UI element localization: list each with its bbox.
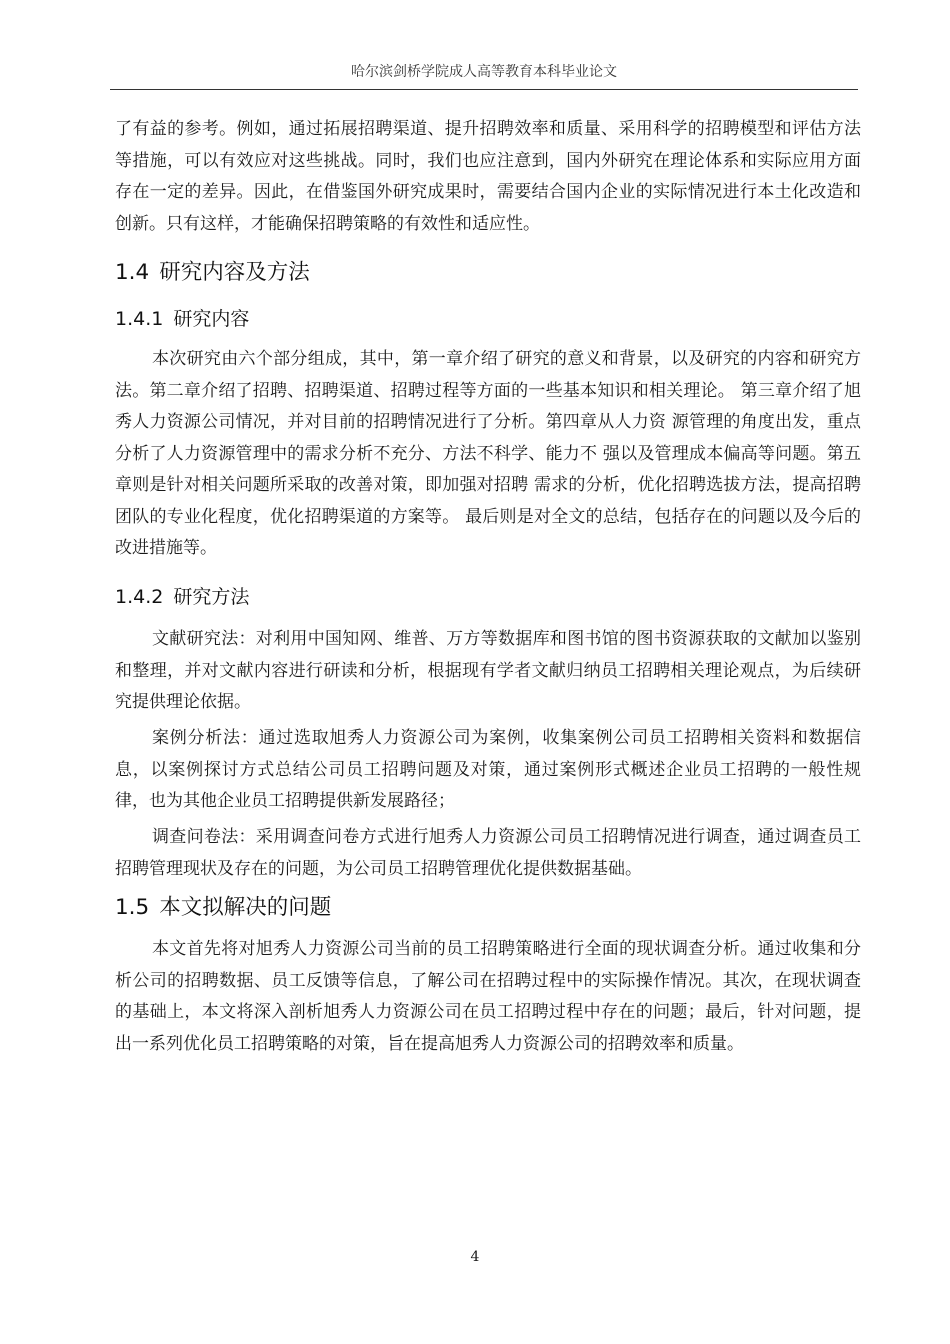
subsection-title: 研究方法 xyxy=(173,586,250,608)
section-title: 研究内容及方法 xyxy=(159,260,310,285)
section-number: 1.5 xyxy=(115,895,150,920)
section-heading-1-5 xyxy=(115,893,331,923)
survey-method-paragraph: 调查问卷法：采用调查问卷方式进行旭秀人力资源公司员工招聘情况进行调查，通过调查员工招聘管理现状及存在的问题，为公司员工招聘管理优化提供数据基础。 xyxy=(115,827,861,879)
subsection-number: 1.4.2 xyxy=(115,586,164,608)
research-content-paragraph: 本次研究由六个部分组成，其中，第一章介绍了研究的意义和背景，以及研究的内容和研究方法。第二章介绍了招聘、招聘渠道、招聘过程等方面的一些基本知识和相关理论。 第三章介绍了旭秀人力资源公司情况，并对目前的招聘情况进行了分析。第四章从人力资 源管理的角度出发，重点分析了人力资源管理中的需求分析不充分、方法不科学、能力不 强以及管理成本偏高等问题。第五章则是针对相关问题所采取的改善对策，即加强对招聘 需求的分析，优化招聘选拔方法，提高招聘团队的专业化程度，优化招聘渠道的方案等。 最后则是对全文的总结，包括存在的问题以及今后的改进措施等。 xyxy=(115,349,861,558)
intro-paragraph: 了有益的参考。例如，通过拓展招聘渠道、提升招聘效率和质量、采用科学的招聘模型和评估方法等措施，可以有效应对这些挑战。同时，我们也应注意到，国内外研究在理论体系和实际应用方面存在一定的差异。因此，在借鉴国外研究成果时，需要结合国内企业的实际情况进行本土化改造和创新。只有这样，才能确保招聘策略的有效性和适应性。 xyxy=(115,119,861,234)
subsection-heading-1-4-1 xyxy=(115,305,249,333)
page-number: 4 xyxy=(470,1249,480,1265)
section-number: 1.4 xyxy=(115,260,150,285)
problems-paragraph: 本文首先将对旭秀人力资源公司当前的员工招聘策略进行全面的现状调查分析。通过收集和分析公司的招聘数据、员工反馈等信息，了解公司在招聘过程中的实际操作情况。其次，在现状调查的基础上，本文将深入剖析旭秀人力资源公司在员工招聘过程中存在的问题；最后，针对问题，提出一系列优化员工招聘策略的对策，旨在提高旭秀人力资源公司的招聘效率和质量。 xyxy=(115,939,861,1054)
subsection-heading-1-4-2 xyxy=(115,583,249,611)
running-header: 哈尔滨剑桥学院成人高等教育本科毕业论文 xyxy=(351,64,617,80)
section-title: 本文拟解决的问题 xyxy=(159,895,332,920)
section-heading-1-4 xyxy=(115,258,310,288)
literature-method-paragraph: 文献研究法：对利用中国知网、维普、万方等数据库和图书馆的图书资源获取的文献加以鉴别和整理，并对文献内容进行研读和分析，根据现有学者文献归纳员工招聘相关理论观点，为后续研究提供理论依据。 xyxy=(115,629,861,712)
case-method-paragraph: 案例分析法：通过选取旭秀人力资源公司为案例，收集案例公司员工招聘相关资料和数据信息，以案例探讨方式总结公司员工招聘问题及对策，通过案例形式概述企业员工招聘的一般性规律，也为其他企业员工招聘提供新发展路径； xyxy=(115,728,861,811)
subsection-number: 1.4.1 xyxy=(115,308,164,330)
subsection-title: 研究内容 xyxy=(173,308,250,330)
header-rule xyxy=(110,89,858,90)
